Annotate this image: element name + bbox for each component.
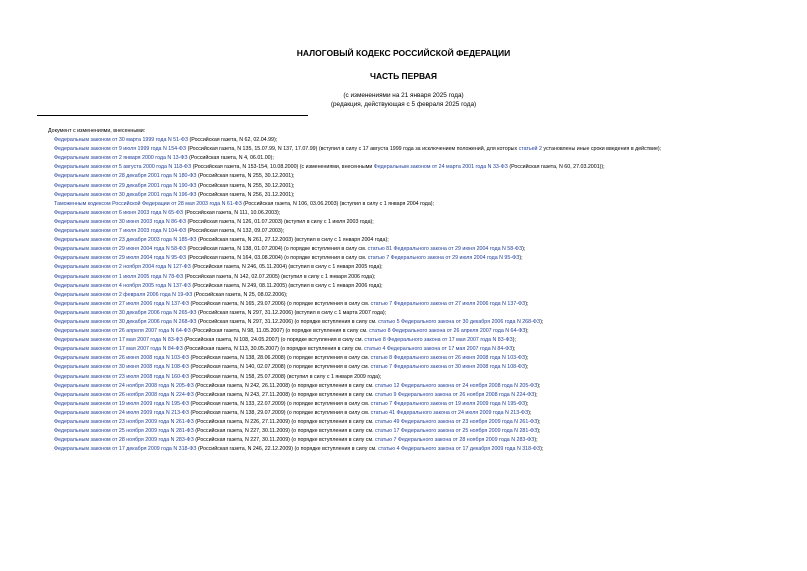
entry-text-tail: ); [534,437,538,444]
entry-text: (Российская газета, N 113, 30.05.2007) (о порядке вступления в силу см. [182,346,365,353]
list-item [37,327,781,336]
law-link[interactable]: Федеральным законом от 2 февраля 2006 года N 19-ФЗ [54,291,193,298]
entry-text: (Российская газета, N 138, 28.06.2008) (о порядке вступления в силу см. [188,355,371,362]
entry-text: (Российская газета, N 297, 31.12.2006) (о порядке вступления в силу см. [196,318,379,325]
entry-text-tail: ); [525,355,529,362]
law-link[interactable]: Федеральным законом от 30 декабря 2006 года N 265-ФЗ [54,309,197,316]
list-item [37,382,781,391]
law-link[interactable]: Федеральным законом от 30 июня 2003 года N 86-ФЗ [54,218,187,225]
document-title: НАЛОГОВЫЙ КОДЕКС РОССИЙСКОЙ ФЕДЕРАЦИИ [296,48,511,58]
entry-text-tail: ); [522,246,526,253]
law-link[interactable]: Федеральным законом от 23 декабря 2003 года N 185-ФЗ [54,237,197,244]
entry-text: (Российская газета, N 140, 02.07.2008) (о порядке вступления в силу см. [188,364,371,371]
list-item [37,436,781,445]
entry-text: (Российская газета, N 227, 30.11.2009) (о порядке вступления в силу см. [193,428,376,435]
law-link[interactable]: Федеральным законом от 17 мая 2007 года N 84-ФЗ [54,346,183,353]
entry-text: (Российская газета, N 255, 30.12.2001); [196,173,295,180]
entry-text: (Российская газета, N 106, 03.06.2003) (вступил в силу с 1 января 2004 года); [241,200,435,207]
entry-text-tail: ); [525,400,529,407]
article-link[interactable]: статью 7 Федерального закона от 28 ноября 2009 года N 283-ФЗ [375,437,535,444]
edition-note: (редакция, действующая с 5 февраля 2025 года) [330,101,477,108]
entry-text-tail: ); [512,346,516,353]
list-item [37,136,781,145]
amendments-intro: Документ с изменениями, внесенными: [48,128,146,134]
list-item [37,445,781,454]
separator-line [37,115,308,116]
entry-text: (Российская газета, N 135, 15.07.99, N 137, 17.07.99) (вступил в силу с 17 августа 1999 года за исключением положений, для которых [186,146,519,153]
entry-text-tail: ); [534,391,538,398]
law-link[interactable]: Таможенным кодексом Российской Федерации от 28 мая 2003 года N 61-ФЗ [54,200,242,207]
law-link[interactable]: Федеральным законом от 30 декабря 2006 года N 268-ФЗ [54,318,197,325]
entry-text-tail: ); [525,364,529,371]
entry-text-tail: ); [537,419,541,425]
entry-text: (Российская газета, N 132, 09.07.2003); [186,228,285,235]
entry-text: (Российская газета, N 261, 27.12.2003) (вступил в силу с 1 января 2004 года); [196,237,389,244]
entry-text: (Российская газета, N 153-154, 10.08.2000) (с изменениями, внесенными [191,164,374,171]
article-link[interactable]: статью 4 Федерального закона от 17 декабря 2009 года N 318-ФЗ [378,446,541,453]
entry-text: (Российская газета, N 142, 02.07.2005) (вступил в силу с 1 января 2006 года); [183,273,376,280]
changes-note: (с изменениями на 21 января 2025 года) [343,92,464,99]
law-link[interactable]: Федеральным законом от 29 декабря 2001 года N 190-ФЗ [54,182,197,189]
entry-text: (Российская газета, N 246, 22.12.2009) (о порядке вступления в силу см. [196,446,379,453]
entries-container [37,136,781,454]
entry-text-tail: ); [525,328,529,335]
list-item [37,291,781,300]
list-item [37,227,781,236]
entry-text: (Российская газета, N 256, 31.12.2001); [196,191,295,198]
list-item [37,245,781,254]
law-link[interactable]: Федеральным законом от 26 июня 2008 года N 103-ФЗ [54,355,189,362]
law-link[interactable]: Федеральным законом от 26 апреля 2007 года N 64-ФЗ [54,328,191,335]
list-item [37,254,781,263]
law-link[interactable]: Федеральным законом от 30 декабря 2001 года N 196-ФЗ [54,191,197,198]
entry-text: (Российская газета, N 242, 26.11.2008) (о порядке вступления в силу см. [193,382,376,389]
entry-text: (Российская газета, N 138, 01.07.2004) (о порядке вступления в силу см. [186,246,368,253]
entry-text: (Российская газета, N 111, 10.06.2003); [183,209,281,216]
law-link[interactable]: Федеральным законом от 23 июля 2008 года N 160-ФЗ [54,373,190,380]
law-link[interactable]: Федеральным законом от 25 ноября 2009 года N 281-ФЗ [54,428,194,435]
article-link[interactable]: статью 9 Федерального закона от 26 ноября 2008 года N 224-ФЗ [375,391,535,398]
article-link[interactable]: статью 7 Федерального закона от 29 июля 2004 года N 95-ФЗ [367,255,520,262]
article-link[interactable]: статью 12 Федерального закона от 24 ноября 2008 года N 205-ФЗ [375,382,538,389]
entry-text: (Российская газета, N 246, 05.11.2004) (вступил в силу с 1 января 2005 года); [190,264,383,271]
list-item [37,172,781,181]
article-link[interactable]: статью 7 Федерального закона от 30 июня 2008 года N 108-ФЗ [370,364,526,371]
law-link[interactable]: Федеральным законом от 4 ноября 2005 года N 137-ФЗ [54,282,191,289]
law-link[interactable]: Федеральным законом от 29 июля 2004 года N 95-ФЗ [54,255,187,262]
list-item [37,418,781,427]
entry-text-tail: установлены иные сроки введения в действие); [541,146,662,153]
list-item [37,154,781,163]
entry-text: (Российская газета, N 164, 03.08.2004) (о порядке вступления в силу см. [186,255,368,262]
entry-text: (Российская газета, N 249, 08.11.2005) (вступил в силу с 1 января 2006 года); [190,282,383,289]
list-item [37,273,781,282]
article-link[interactable]: статью 81 Федерального закона от 29 июня 2004 года N 58-ФЗ [367,246,523,253]
law-link[interactable]: Федеральным законом от 9 июля 1999 года N 154-ФЗ [54,146,187,153]
article-link[interactable]: статью 4 Федерального закона от 17 мая 2007 года N 84-ФЗ [364,346,513,353]
article-link[interactable]: статью 7 Федерального закона от 27 июля 2006 года N 137-ФЗ [370,300,526,307]
entry-text-tail: ); [540,318,544,325]
article-link[interactable]: Федеральным законом от 24 марта 2001 года N 33-ФЗ [373,164,508,171]
entry-text: (Российская газета, N 138, 29.07.2009) (о порядке вступления в силу см. [189,409,371,416]
list-item [37,427,781,436]
part-title: ЧАСТЬ ПЕРВАЯ [370,71,437,81]
article-link[interactable]: статью 17 Федерального закона от 25 ноября 2009 года N 281-ФЗ [375,428,538,435]
law-link[interactable]: Федеральным законом от 24 июля 2009 года N 213-ФЗ [54,409,190,416]
list-item [37,391,781,400]
entry-text: (Российская газета, N 62, 02.04.99); [188,137,278,144]
law-link[interactable]: Федеральным законом от 5 августа 2000 года N 118-ФЗ [54,164,192,171]
law-link[interactable]: Федеральным законом от 26 ноября 2008 года N 224-ФЗ [54,391,194,398]
list-item [37,163,781,172]
law-link[interactable]: Федеральным законом от 28 ноября 2009 года N 283-ФЗ [54,437,194,444]
article-link[interactable]: статью 7 Федерального закона от 19 июля 2009 года N 195-ФЗ [370,400,526,407]
list-item [37,373,781,382]
law-link[interactable]: Федеральным законом от 23 ноября 2009 года N 261-ФЗ [54,419,194,425]
entry-text-tail: ); [537,428,541,435]
list-item [37,336,781,345]
list-item [37,345,781,354]
article-link[interactable]: статьей 2 [518,146,542,153]
law-link[interactable]: Федеральным законом от 19 июля 2009 года N 195-ФЗ [54,400,190,407]
list-item [37,309,781,318]
law-link[interactable]: Федеральным законом от 24 ноября 2008 года N 205-ФЗ [54,382,194,389]
list-item [37,191,781,200]
list-item [37,354,781,363]
list-item [37,300,781,309]
list-item [37,282,781,291]
law-link[interactable]: Федеральным законом от 27 июля 2006 года N 137-ФЗ [54,300,190,307]
list-item [37,318,781,327]
entry-text: (Российская газета, N 126, 01.07.2003) (вступил в силу с 1 июля 2003 года); [186,218,374,225]
entry-text-tail: ); [519,255,523,262]
list-item [37,218,781,227]
list-item [37,182,781,191]
entry-text-tail: ); [525,300,529,307]
law-link[interactable]: Федеральным законом от 30 июня 2008 года N 108-ФЗ [54,364,189,371]
entry-text: (Российская газета, N 158, 25.07.2008) (вступил в силу с 1 января 2009 года); [189,373,382,380]
list-item [37,400,781,409]
entry-text: (Российская газета, N 25, 08.02.2006); [192,291,288,298]
article-link[interactable]: статью 8 Федерального закона от 17 мая 2007 года N 83-ФЗ [364,337,513,344]
entry-text-tail: (Российская газета, N 60, 27.03.2001)); [507,164,605,171]
law-link[interactable]: Федеральным законом от 7 июля 2003 года N 104-ФЗ [54,228,187,235]
law-link[interactable]: Федеральным законом от 6 июня 2003 года N 65-ФЗ [54,209,184,216]
list-item [37,409,781,418]
amendments-list [37,127,781,454]
entry-text-tail: ); [528,409,532,416]
entry-text: (Российская газета, N 243, 27.11.2008) (о порядке вступления в силу см. [193,391,376,398]
entry-text-tail: ); [537,382,541,389]
article-link[interactable]: статью 8 Федерального закона от 26 июня 2008 года N 103-ФЗ [370,355,526,362]
law-link[interactable]: Федеральным законом от 2 ноября 2004 года N 127-ФЗ [54,264,191,271]
article-link[interactable]: статью 41 Федерального закона от 24 июля 2009 года N 213-ФЗ [370,409,529,416]
entry-text-tail: ); [512,337,516,344]
list-item [37,263,781,272]
law-link[interactable]: Федеральным законом от 29 июня 2004 года N 58-ФЗ [54,246,187,253]
law-link[interactable]: Федеральным законом от 17 декабря 2009 года N 318-ФЗ [54,446,197,453]
entry-text: (Российская газета, N 108, 24.05.2007) (о порядке вступления в силу см. [182,337,365,344]
law-link[interactable]: Федеральным законом от 28 декабря 2001 года N 180-ФЗ [54,173,197,180]
entry-text: (Российская газета, N 226, 27.11.2009) (о порядке вступления в силу см. [193,419,376,425]
entry-text: (Российская газета, N 165, 29.07.2006) (о порядке вступления в силу см. [189,300,371,307]
entry-text: (Российская газета, N 255, 30.12.2001); [196,182,295,189]
entry-text: (Российская газета, N 227, 30.11.2009) (о порядке вступления в силу см. [193,437,376,444]
list-item [37,236,781,245]
entry-text: (Российская газета, N 133, 22.07.2009) (о порядке вступления в силу см. [189,400,371,407]
law-link[interactable]: Федеральным законом от 1 июля 2005 года N 78-ФЗ [54,273,184,280]
entry-text-tail: ); [540,446,544,453]
law-link[interactable]: Федеральным законом от 30 марта 1999 года N 51-ФЗ [54,137,189,144]
entry-text: (Российская газета, N 297, 31.12.2006) (вступил в силу с 1 марта 2007 года); [196,309,387,316]
list-item [37,363,781,372]
article-link[interactable]: статью 5 Федерального закона от 30 декабря 2006 года N 268-ФЗ [378,318,541,325]
entry-text: (Российская газета, N 4, 06.01.00); [187,155,274,162]
list-item [37,209,781,218]
list-item [37,200,781,209]
law-link[interactable]: Федеральным законом от 17 мая 2007 года N 83-ФЗ [54,337,183,344]
article-link[interactable]: статью 8 Федерального закона от 26 апреля 2007 года N 64-ФЗ [369,328,526,335]
article-link[interactable]: статью 49 Федерального закона от 23 ноября 2009 года N 261-ФЗ [375,419,538,425]
law-link[interactable]: Федеральным законом от 2 января 2000 года N 13-ФЗ [54,155,188,162]
entry-text: (Российская газета, N 98, 11.05.2007) (о порядке вступления в силу см. [190,328,370,335]
list-item [37,145,781,154]
